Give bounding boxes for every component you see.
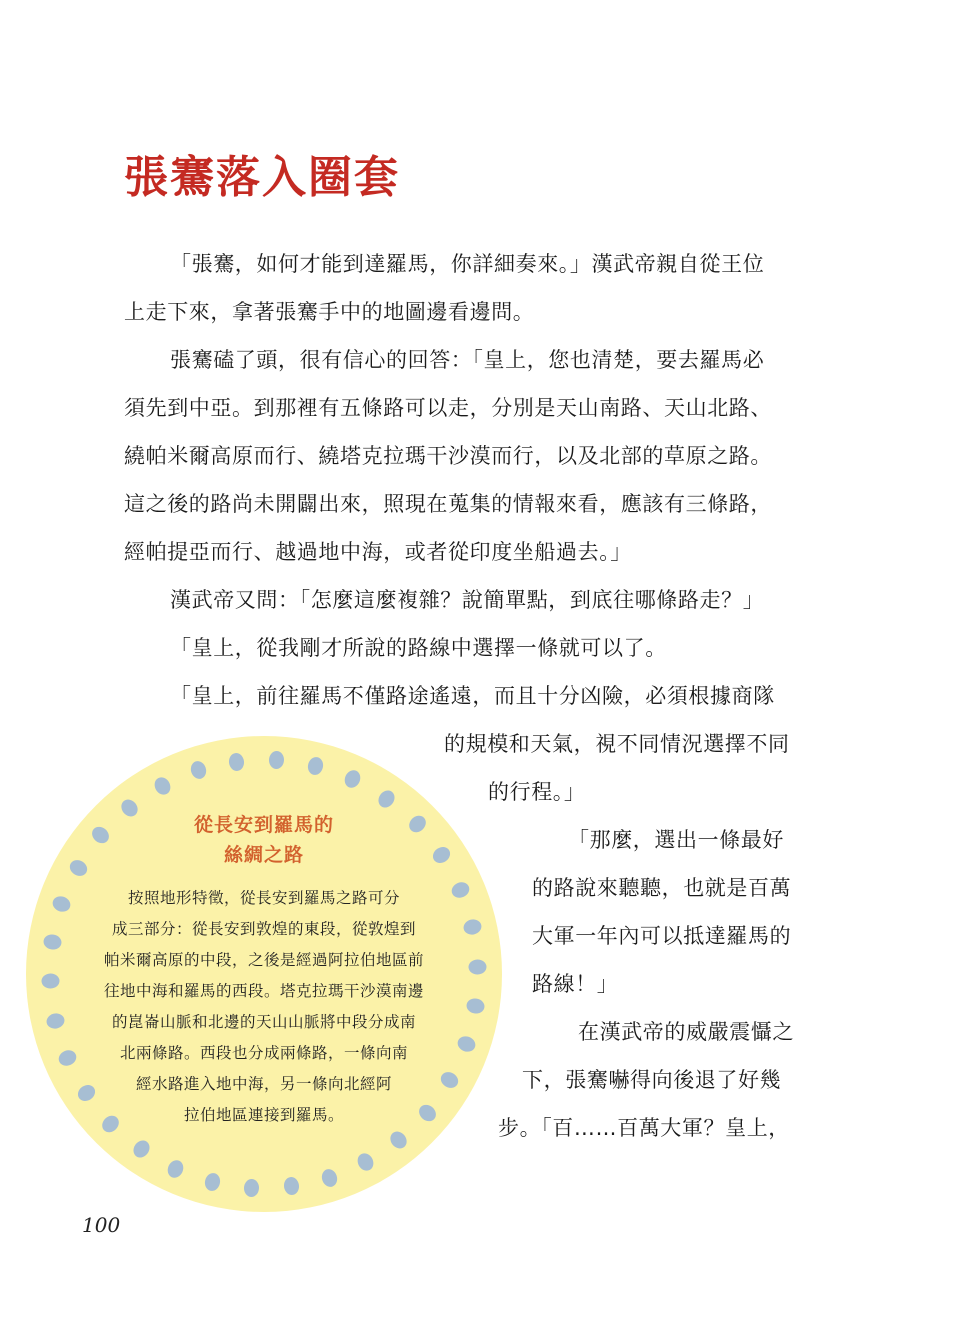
body-line: 「皇上，前往羅馬不僅路途遙遠，而且十分凶險，必須根據商隊 — [170, 684, 775, 708]
decorative-dot — [188, 759, 208, 781]
decorative-dot — [355, 1151, 377, 1174]
decorative-dot — [130, 1137, 153, 1160]
decorative-dot — [268, 751, 284, 770]
body-line: 下，張騫嚇得向後退了好幾 — [522, 1068, 782, 1092]
sidebar-text-line: 帕米爾高原的中段，之後是經過阿拉伯地區前 — [103, 951, 424, 969]
decorative-dot — [376, 787, 399, 810]
body-line: 的路說來聽聽，也就是百萬 — [532, 876, 792, 900]
decorative-dot — [244, 1178, 260, 1197]
sidebar-text-line: 拉伯地區連接到羅馬。 — [183, 1106, 344, 1124]
sidebar-text-line: 的崑崙山脈和北邊的天山山脈將中段分成南 — [111, 1013, 416, 1031]
body-line: 的行程。」 — [488, 780, 586, 804]
body-line: 步。「百……百萬大軍？皇上， — [498, 1116, 790, 1140]
sidebar-text-line: 經水路進入地中海，另一條向北經阿 — [135, 1075, 392, 1093]
decorative-dot — [228, 752, 245, 772]
sidebar-text-line: 往地中海和羅馬的西段。塔克拉瑪干沙漠南邊 — [103, 982, 424, 1000]
decorative-dot — [165, 1157, 186, 1180]
decorative-dot — [306, 756, 325, 777]
decorative-dot — [320, 1167, 340, 1189]
sidebar-circle — [26, 736, 502, 1212]
decorative-dot — [342, 768, 363, 791]
sidebar-text-line: 成三部分：從長安到敦煌的東段，從敦煌到 — [111, 920, 416, 938]
decorative-dot — [283, 1176, 300, 1196]
body-line: 上走下來，拿著張騫手中的地圖邊看邊問。 — [124, 300, 535, 324]
body-line: 張騫磕了頭，很有信心的回答：「皇上，您也清楚，要去羅馬必 — [170, 348, 765, 372]
body-line: 「皇上，從我剛才所說的路線中選擇一條就可以了。 — [170, 636, 667, 660]
body-line: 這之後的路尚未開闢出來，照現在蒐集的情報來看，應該有三條路， — [124, 492, 772, 516]
page-number: 100 — [82, 1213, 121, 1237]
sidebar-title: 從長安到羅馬的 — [193, 814, 334, 836]
body-line: 繞帕米爾高原而行、繞塔克拉瑪干沙漠而行，以及北部的草原之路。 — [124, 444, 772, 468]
body-line: 「張騫，如何才能到達羅馬，你詳細奏來。」漢武帝親自從王位 — [170, 252, 765, 276]
body-line: 漢武帝又問：「怎麼這麼複雜？說簡單點，到底往哪條路走？」 — [170, 588, 765, 612]
body-line: 路線！」 — [532, 972, 619, 996]
body-line: 的規模和天氣，視不同情況選擇不同 — [444, 732, 790, 756]
decorative-dot — [387, 1128, 410, 1151]
sidebar-text-line: 按照地形特徵，從長安到羅馬之路可分 — [127, 889, 400, 907]
decorative-dot — [203, 1171, 222, 1192]
body-line: 大軍一年內可以抵達羅馬的 — [532, 924, 792, 948]
sidebar-text-line: 北兩條路。西段也分成兩條路，一條向南 — [119, 1044, 408, 1062]
chapter-title: 張騫落入圈套 — [124, 152, 400, 203]
decorative-dot — [151, 774, 173, 797]
sidebar-title: 絲綢之路 — [223, 844, 304, 866]
body-line: 經帕提亞而行、越過地中海，或者從印度坐船過去。」 — [124, 540, 632, 564]
body-line: 須先到中亞。到那裡有五條路可以走，分別是天山南路、天山北路、 — [124, 396, 772, 420]
body-line: 在漢武帝的威嚴震懾之 — [578, 1020, 794, 1044]
body-line: 「那麼，選出一條最好 — [568, 828, 784, 852]
